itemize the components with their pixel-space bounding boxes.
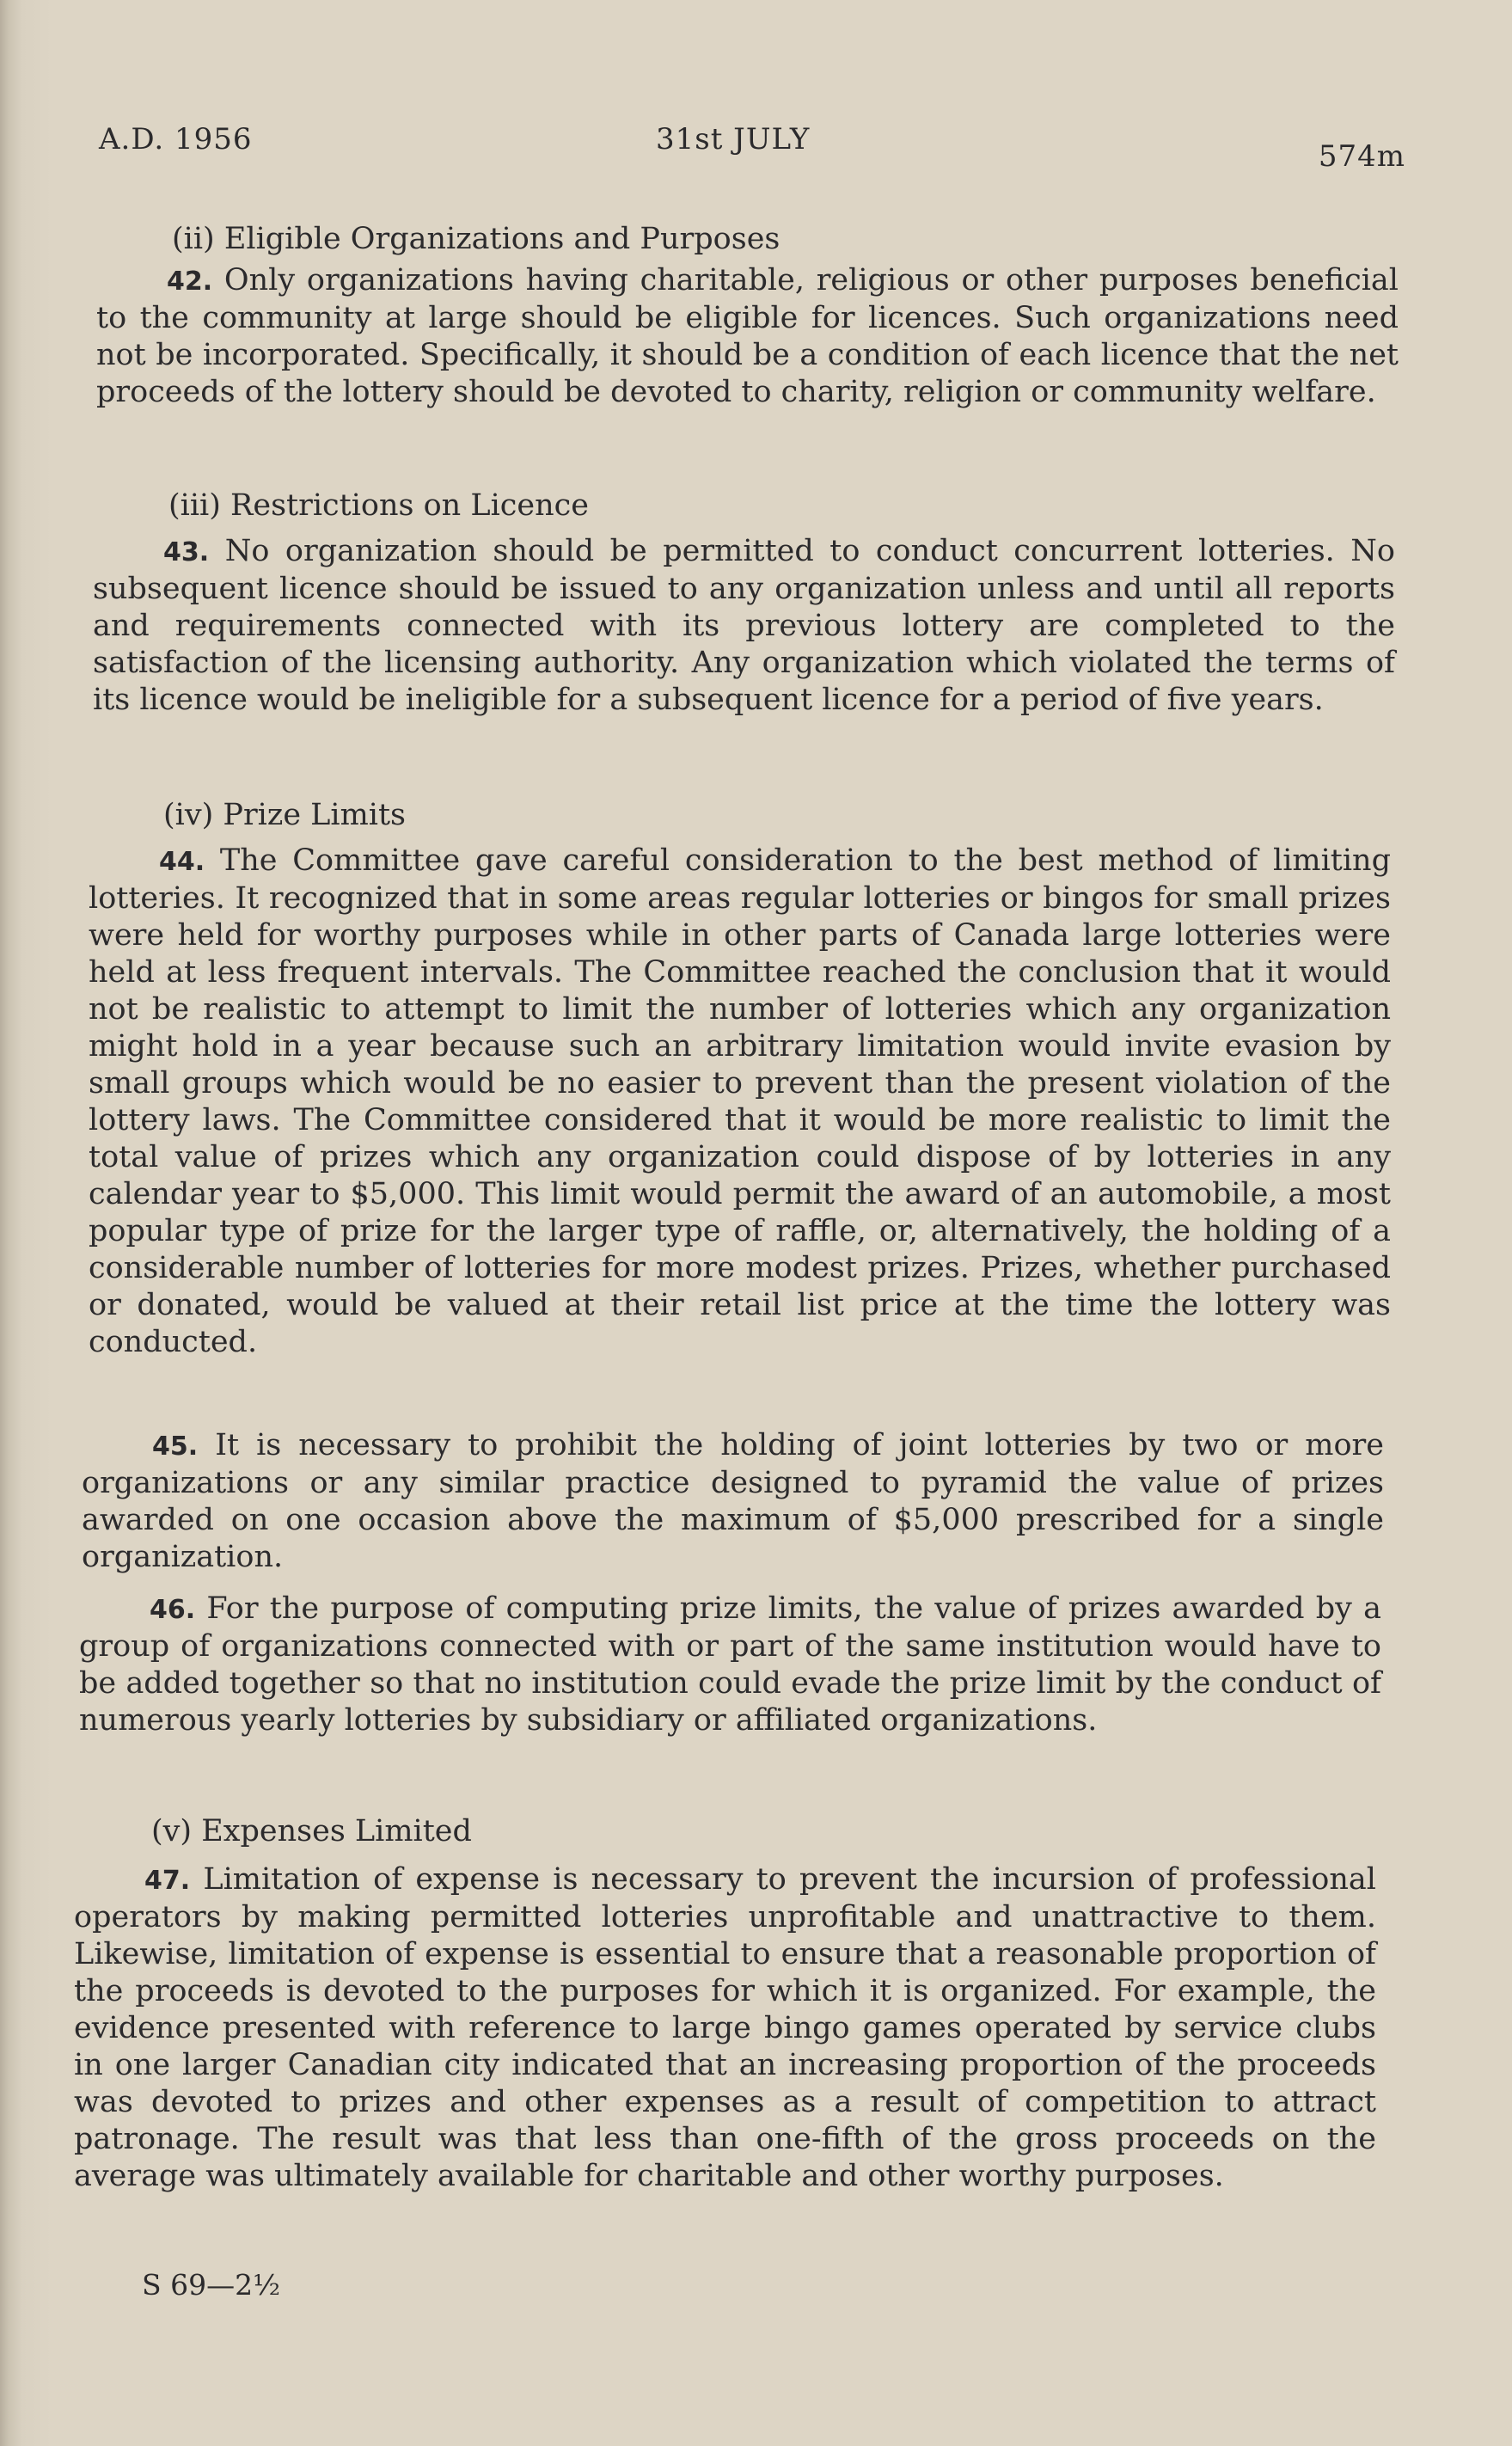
section-heading-eligible-organizations: (ii) Eligible Organizations and Purposes bbox=[172, 222, 780, 256]
paragraph-number: 42. bbox=[167, 267, 213, 297]
section-heading-prize-limits: (iv) Prize Limits bbox=[163, 798, 406, 832]
paragraph-44 bbox=[89, 843, 1391, 1361]
paragraph-text: The Committee gave careful consideration to the best method of limiting lotteries. It recognized that in some areas regular lotteries or bingos for small prizes were held for worthy purposes while in other parts of Canada large lotteries were held at less frequent intervals. The Committee reached the conclusion that it would not be realistic to attempt to limit the number of lotteries which any organization might hold in a year because such an arbitrary limitation would invite evasion by small groups which would be no easier to prevent than the present violation of the lottery laws. The Committee considered that it would be more realistic to limit the total value of prizes which any organization could dispose of by lotteries in any calendar year to $5,000. This limit would permit the award of an automobile, a most popular type of prize for the larger type of raffle, or, alternatively, the holding of a considerable number of lotteries for more modest prizes. Prizes, whether purchased or donated, would be valued at their retail list price at the time the lottery was conducted. bbox=[89, 843, 1391, 1359]
header-year: A.D. 1956 bbox=[99, 122, 253, 156]
paragraph-number: 47. bbox=[144, 1866, 191, 1896]
paragraph-text: It is necessary to prohibit the holding of joint lotteries by two or more organizations or any similar practice designed to pyramid the value of prizes awarded on one occasion above the maximum of $5,000 prescribed for a single organization. bbox=[82, 1428, 1384, 1574]
page-header bbox=[99, 122, 1405, 174]
paragraph-47 bbox=[74, 1861, 1376, 2195]
paragraph-text: No organization should be permitted to conduct concurrent lotteries. No subsequent licence should be issued to any organization unless and until all reports and requirements connected with its previous lottery are completed to the satisfaction of the licensing authority. Any organization which violated the terms of its licence would be ineligible for a subsequent licence for a period of five years. bbox=[93, 534, 1395, 717]
paragraph-43 bbox=[93, 533, 1395, 719]
section-heading-expenses-limited: (v) Expenses Limited bbox=[151, 1814, 472, 1848]
header-date: 31st JULY bbox=[656, 122, 811, 156]
paragraph-45 bbox=[82, 1427, 1384, 1576]
page-footer-signature: S 69—2½ bbox=[142, 2268, 281, 2302]
paragraph-number: 44. bbox=[159, 847, 205, 877]
paragraph-number: 43. bbox=[163, 537, 210, 567]
paragraph-number: 45. bbox=[152, 1431, 199, 1462]
paragraph-42 bbox=[96, 262, 1399, 411]
paragraph-text: For the purpose of computing prize limits, the value of prizes awarded by a group of organizations connected with or part of the same institution would have to be added together so that no institution could evade the prize limit by the conduct of numerous yearly lotteries by subsidiary or affiliated organizations. bbox=[79, 1591, 1381, 1738]
paragraph-text: Only organizations having charitable, religious or other purposes beneficial to the community at large should be eligible for licences. Such organizations need not be incorporated. Specifically, it should be a condition of each licence that the net proceeds of the lottery should be devoted to charity, religion or community welfare. bbox=[96, 263, 1399, 409]
section-heading-restrictions-on-licence: (iii) Restrictions on Licence bbox=[168, 488, 589, 523]
paragraph-number: 46. bbox=[150, 1595, 196, 1625]
paragraph-text: Limitation of expense is necessary to prevent the incursion of professional operators by making permitted lotteries unprofitable and unattractive to them. Likewise, limitation of expense is essential to ensure that a reasonable proportion of the proceeds is devoted to the purposes for which it is organized. For example, the evidence presented with reference to large bingo games operated by service clubs in one larger Canadian city indicated that an increasing proportion of the proceeds was devoted to prizes and other expenses as a result of competition to attract patronage. The result was that less than one-fifth of the gross proceeds on the average was ultimately available for charitable and other worthy purposes. bbox=[74, 1862, 1376, 2193]
header-page-number: 574m bbox=[1318, 139, 1405, 174]
paragraph-46 bbox=[79, 1591, 1381, 1739]
